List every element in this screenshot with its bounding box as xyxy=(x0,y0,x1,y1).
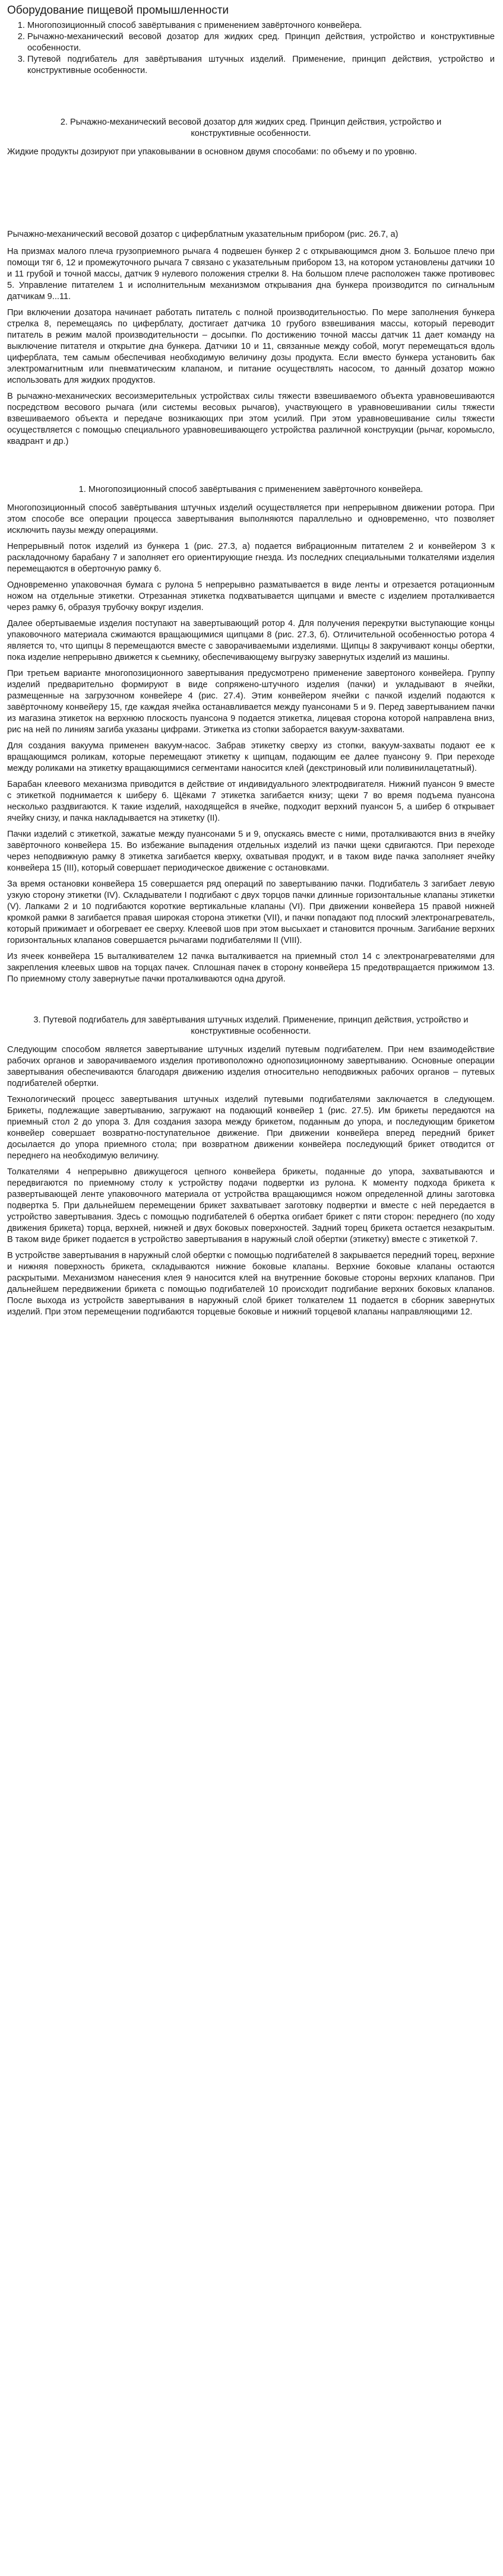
section-1-paragraph: Пачки изделий с этикеткой, зажатые между пуансонами 5 и 9, опускаясь вместе с ними, проталкиваются вниз в ячейку завёрточного конвейера 15. Во избежание выпадения отдельных изделий из пачки щеки сдвигаются. При переходе через неподвижную рамку 8 этикетка загибается кверху, охватывая продукт, и в таком виде пачка заполняет ячейку конвейера 15 (III), который совершает периодическое движение с остановками. xyxy=(7,830,495,873)
section-1-paragraph: Барабан клеевого механизма приводится в действие от индивидуального электродвигателя. Нижний пуансон 9 вместе с этикеткой поднимается к шиберу 6. Щёками 7 этикетка загибается книзу; щеки 7 во время подъема пуансона несколько раздвигаются. К такие изделий, находящейся в ячейке, подходит верхний пуансон 5, а шибер 6 открывает ячейку снизу, и пачка накладывается на этикетку (II). xyxy=(7,780,495,823)
section-1-paragraph: За время остановки конвейера 15 совершается ряд операций по завертыванию пачки. Подгибатель 3 загибает левую узкую сторону этикетки (IV). Складыватели I подгибают с двух торцов пачки длинные горизонтальные клапаны этикетки (V). Лапками 2 и 10 подгибаются короткие вертикальные клапаны (VI). При движении конвейера 15 правой нижней кромкой рамки 8 загибается правая широкая сторона этикетки (VII), и пачки попадают под плоский электронагреватель, который прижимает и обогревает ее сверху. Клеевой шов при этом высыхает и становится прочным. Загибание верхних горизонтальных клапанов совершается рычагами подгибателями II (VIII). xyxy=(7,879,495,945)
contents-list xyxy=(7,20,495,77)
section-1-paragraph: При третьем варианте многопозиционного завертывания предусмотрено применение завертоного конвейера. Группу изделий предварительно формируют в виде сопряжено-штучного изделия (пачки) и укладывают в ячейки, размещенные на загрузочном конвейере 4 (рис. 27.4). Этим конвейером ячейки с пачкой изделий подаются к завёрточному конвейеру 15, где каждая ячейка останавливается между пуансонами 5 и 9. Перед завертыванием пачки из магазина этикеток на верхнюю плоскость пуансона 9 подается этикетка, лицевая сторона которой направлена вниз, рис на ней по линиям загиба указаны цифрами. Этикетка из стопки заборается вакуум-захватами. xyxy=(7,669,495,735)
contents-item-2: 2. Рычажно-механический весовой дозатор для жидких сред. Принцип действия, устройство и конструктивные особенности. xyxy=(27,31,495,54)
section-1-title: 1. Многопозиционный способ завёртывания с применением завёрточного конвейера. xyxy=(78,485,423,494)
section-3-paragraph: В устройстве завертывания в наружный слой обертки с помощью подгибателей 8 закрывается передний торец, верхние и нижняя поверхность брикета, складываются нижние боковые клапаны. Верхние боковые клапаны остаются раскрытыми. Механизмом нанесения клея 9 наносится клей на внутренние боковые стороны верхних клапанов. При дальнейшем передвижении брикета с помощью подгибателей 10 происходит подгибание верхних боковых клапанов. После выхода из устройств завертывания в наружный слой брикет толкателем 11 подается в сборник завернутых изделий. При этом перемещении подгибаются торцевые боковые и нижний торцевой клапаны направляющими 12. xyxy=(7,1251,495,1317)
section-3-paragraph: Следующим способом является завертывание штучных изделий путевым подгибателем. При нем взаимодействие рабочих органов и заворачиваемого изделия противоположно однопозиционному завертыванию. Основные операции завертывания обеспечиваются благодаря движению изделия относительно неподвижных рабочих органов – путевых подгибателей обертки. xyxy=(7,1045,495,1088)
section-1-paragraph: Непрерывный поток изделий из бункера 1 (рис. 27.3, а) подается вибрационным питателем 2 и конвейером 3 к раскладочному барабану 7 и заполняет его ориентирующие гнезда. Из последних специальными толкателями изделия перемещаются в оберточную рамку 6. xyxy=(7,542,495,574)
section-1-paragraph: Для создания вакуума применен вакуум-насос. Забрав этикетку сверху из стопки, вакуум-захваты подают ее к вращающимся роликам, которые перемещают этикетку к щипцам, подающим ее далее пуансону 9. При переходе между роликами на этикетку вращающимися сегментами наносится клей (декстриновый или поливинилацетатный). xyxy=(7,741,495,773)
section-1-paragraph: Одновременно упаковочная бумага с рулона 5 непрерывно разматывается в виде ленты и отрезается ротационным ножом на отдельные этикетки. Отрезанная этикетка подхватывается щипцами и вместе с изделием проталкивается через рамку 6, образуя трубочку вокруг изделия. xyxy=(7,580,495,612)
page-title: Оборудование пищевой промышленности xyxy=(7,4,229,17)
section-1-paragraph: Из ячеек конвейера 15 выталкивателем 12 пачка выталкивается на приемный стол 14 с электронагревателями для закрепления клеевых швов на торцах пачек. Сплошная пачек в сторону конвейера 15 предотвращается прижимом 13. По приемному столу завернутые пачки проталкиваются одна другой. xyxy=(7,952,495,984)
contents-item-1: 1. Многопозиционный способ завёртывания с применением завёрточного конвейера. xyxy=(27,20,495,31)
contents-item-3: 3. Путевой подгибатель для завёртывания штучных изделий. Применение, принцип действия, устройство и конструктивные особенности. xyxy=(27,54,495,77)
section-2-title: 2. Рычажно-механический весовой дозатор для жидких сред. Принцип действия, устройство и конструктивные особенности. xyxy=(60,117,442,138)
section-2-paragraph: При включении дозатора начинает работать питатель с полной производительностью. По мере заполнения бункера стрелка 8, перемещаясь по циферблату, достигает датчика 10 грубого взвешивания массы, который переводит питатель в режим малой производительности – досыпки. По достижению точной массы датчик 11 дает команду на выключение питателя и открытие дна бункера. Датчики 10 и 11, связанные между собой, могут перемещаться вдоль циферблата, тем самым обеспечивая необходимую величину дозы продукта. Если вместо бункера установить бак электромагнитным или пневматическим клапаном, и питание осуществлять насосом, то данный дозатор можно использовать для жидких продуктов. xyxy=(7,308,495,385)
section-1-paragraph: Далее обертываемые изделия поступают на завертывающий ротор 4. Для получения перекрутки выступающие концы упаковочного материала сжимаются вращающимися щипцами 8 (рис. 27.3, б). Отличительной особенностью ротора 4 является то, что щипцы 8 перемещаются вместе с заворачиваемыми изделиями. Щипцы 8 закручивают концы обертки, пока изделие непрерывно движется к сьемнику, обеспечивающему выгрузку завернутых изделий из машины. xyxy=(7,619,495,662)
section-3-title: 3. Путевой подгибатель для завёртывания штучных изделий. Применение, принцип действия, устройство и конструктивные особенности. xyxy=(33,1015,469,1036)
section-3-paragraph: Технологический процесс завертывания штучных изделий путевыми подгибателями заключается в следующем. Брикеты, подлежащие завертыванию, загружают на подающий конвейер 1 (рис. 27.5). Им брикеты передаются на приемный стол 2 до упора 3. Для создания зазора между брикетом, поданным до упора, и последующим брикетом конвейер совершает возвратно-поступательное движение. При движении конвейера вперед передний брикет досылается до упора приемного стола; при возвратном движении конвейера последующий брикет отводится от переднего на необходимую величину. xyxy=(7,1095,495,1161)
section-2-paragraph: На призмах малого плеча грузоприемного рычага 4 подвешен бункер 2 с открывающимся дном 3. Большое плечо при помощи тяг 6, 12 и промежуточного рычага 7 связано с указательным прибором 13, на котором установлены датчики 10 и 11 грубой и точной массы, датчик 9 нулевого положения стрелки 8. На большом плече расположен также противовес 5. Управление питателем 1 и исполнительным механизмом открывания дна бункера производится по сигнальным датчикам 9...11. xyxy=(7,247,495,301)
section-1-paragraph: Многопозиционный способ завёртывания штучных изделий осуществляется при непрерывном движении ротора. При этом способе все операции процесса завертывания выполняются параллельно и одновременно, что позволяет исключить паузы между операциями. xyxy=(7,503,495,535)
section-2-paragraph: В рычажно-механических весоизмерительных устройствах силы тяжести взвешиваемого объекта уравновешиваются посредством весового рычага (или системы весовых рычагов), участвующего в уравновешивании силы тяжести взвешиваемого объекта и передаче возникающих при этом усилий. При этом уравновешивание силы тяжести осуществляется с помощью специального уравновешивающего устройства различной конструкции (рычаг, коромысло, квадрант и др.) xyxy=(7,392,495,446)
section-2-subheading: Рычажно-механический весовой дозатор с циферблатным указательным прибором (рис. 26.7, а) xyxy=(7,230,398,239)
section-2-intro: Жидкие продукты дозируют при упаковывании в основном двумя способами: по объему и по уровню. xyxy=(7,147,417,157)
section-3-paragraph: Толкателями 4 непрерывно движущегося цепного конвейера брикеты, поданные до упора, захватываются и передвигаются по приемному столу к устройству подачи подвертки из рулона. К моменту подхода брикета к развертывающей ленте упаковочного материала от устройства вращающимся ножом определенной длины заготовка подвертка 5. При дальнейшем перемещении брикет захватывает заготовку подвертки и вместе с ней передается в устройство завертывания. Здесь с помощью подгибателей 6 обертка огибает брикет с пяти сторон: переднего (по ходу движения брикета) торца, верхней, нижней и двух боковых поверхностей. Задний торец брикета остается незакрытым. В таком виде брикет подается в устройство завертывания в наружный слой обертки (этикетку) вместе с этикеткой 7. xyxy=(7,1167,495,1244)
